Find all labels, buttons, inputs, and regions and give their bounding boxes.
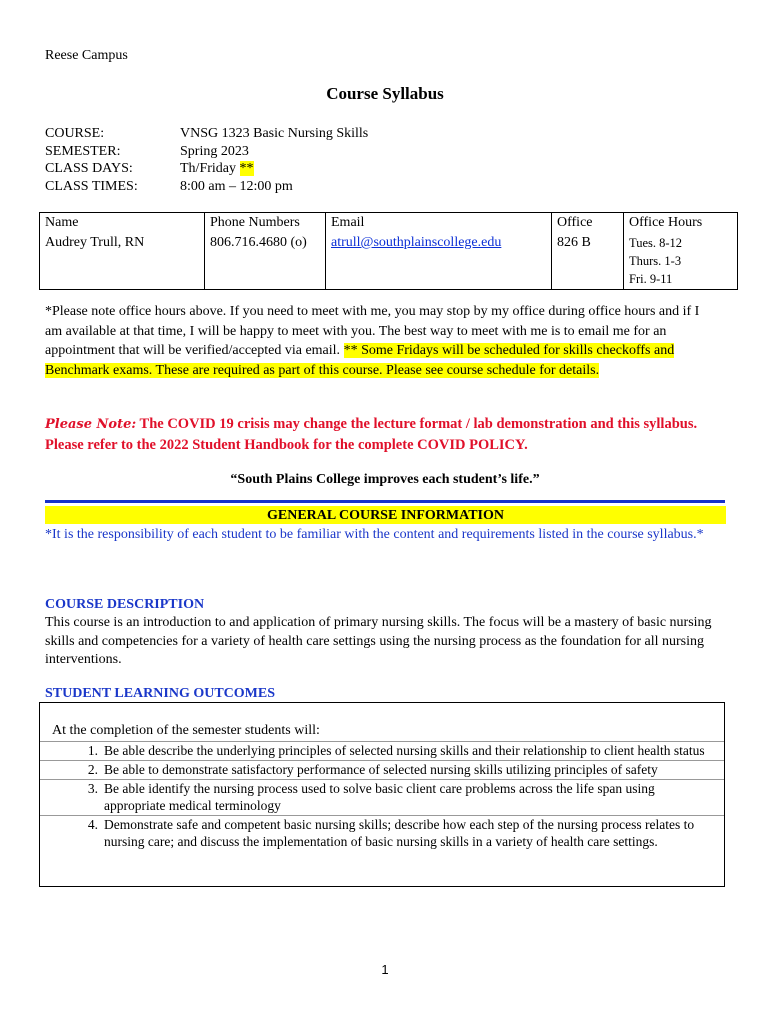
college-motto: “South Plains College improves each student’s life.” xyxy=(230,472,540,487)
class-times-label: CLASS TIMES: xyxy=(45,178,138,194)
covid-notice xyxy=(45,414,735,455)
outcomes-intro: At the completion of the semester students will: xyxy=(52,723,320,738)
course-info-block xyxy=(45,125,368,195)
office-hours-list xyxy=(624,233,738,290)
table-row xyxy=(40,233,738,290)
office-hours-note: *Please note office hours above. If you need to meet with me, you may stop by my office during office hours and if I am available at that time, I will be happy to meet with you. The best way to meet with me is to email me for an appointment that will be verified/accepted via email. xyxy=(45,304,700,358)
office-hours-item: Thurs. 1-3 xyxy=(629,254,682,268)
office-hours-item: Fri. 9-11 xyxy=(629,272,673,286)
friday-schedule-note: ** Some Fridays will be scheduled for skills checkoffs and Benchmark exams. These are required as part of this course. Please see course schedule for details. xyxy=(45,343,675,378)
semester-value: Spring 2023 xyxy=(180,143,249,159)
instructor-name: Audrey Trull, RN xyxy=(40,233,205,290)
header-name: Name xyxy=(40,213,205,234)
course-value: VNSG 1323 Basic Nursing Skills xyxy=(180,126,369,141)
table-header-row xyxy=(40,213,738,234)
instructor-email-link[interactable]: atrull@southplainscollege.edu xyxy=(331,235,502,250)
class-days-value: Th/Friday xyxy=(180,161,236,176)
office-hours-item: Tues. 8-12 xyxy=(629,236,683,250)
course-description-text: This course is an introduction to and application of primary nursing skills. The focus will be a mastery of basic nursing skills and competencies for a variety of health care settings using the nursing process as the foundation for all nursing interventions. xyxy=(45,615,712,667)
class-days-mark: ** xyxy=(239,161,254,176)
header-email: Email xyxy=(326,213,552,234)
campus-name: Reese Campus xyxy=(45,48,128,63)
course-description-heading: COURSE DESCRIPTION xyxy=(45,597,205,612)
outcome-number: 1. xyxy=(87,743,98,758)
instructor-phone: 806.716.4680 (o) xyxy=(205,233,326,290)
outcome-text: Be able describe the underlying principles of selected nursing skills and their relationship to client health status xyxy=(104,743,705,758)
instructor-contact-table xyxy=(39,212,738,290)
covid-notice-text: The COVID 19 crisis may change the lecture format / lab demonstration and this syllabus. Please refer to the 2022 Student Handbook for the complete COVID POLICY. xyxy=(45,416,698,453)
learning-outcomes-box xyxy=(39,702,725,887)
general-info-heading: GENERAL COURSE INFORMATION xyxy=(45,506,726,524)
outcome-text: Demonstrate safe and competent basic nursing skills; describe how each step of the nursing process relates to nursing care; and discuss the implementation of basic nursing skills in a variety of health care settings. xyxy=(104,817,695,849)
office-hours-note-block xyxy=(45,302,715,380)
class-days-label: CLASS DAYS: xyxy=(45,161,133,176)
list-item xyxy=(40,779,724,815)
outcome-number: 3. xyxy=(87,781,98,796)
responsibility-note: *It is the responsibility of each student to be familiar with the content and requirements listed in the course syllabus.* xyxy=(45,527,704,542)
learning-outcomes-heading: STUDENT LEARNING OUTCOMES xyxy=(45,686,276,701)
page-number: 1 xyxy=(381,962,389,977)
list-item xyxy=(40,741,724,760)
outcome-number: 4. xyxy=(87,817,98,832)
semester-label: SEMESTER: xyxy=(45,143,121,159)
covid-notice-prefix: Please Note: xyxy=(45,417,137,432)
list-item xyxy=(40,815,724,851)
outcome-text: Be able to demonstrate satisfactory performance of selected nursing skills utilizing principles of safety xyxy=(104,762,658,777)
instructor-office: 826 B xyxy=(552,233,624,290)
outcomes-list xyxy=(40,741,724,851)
section-divider xyxy=(45,500,725,503)
outcome-text: Be able identify the nursing process used to solve basic client care problems across the life span using appropriate medical terminology xyxy=(104,781,655,813)
list-item xyxy=(40,760,724,779)
page-title: Course Syllabus xyxy=(326,84,444,103)
outcome-number: 2. xyxy=(87,762,98,777)
class-times-value: 8:00 am – 12:00 pm xyxy=(180,178,293,194)
course-label: COURSE: xyxy=(45,126,105,141)
header-phone: Phone Numbers xyxy=(205,213,326,234)
header-office: Office xyxy=(552,213,624,234)
header-office-hours: Office Hours xyxy=(624,213,738,234)
